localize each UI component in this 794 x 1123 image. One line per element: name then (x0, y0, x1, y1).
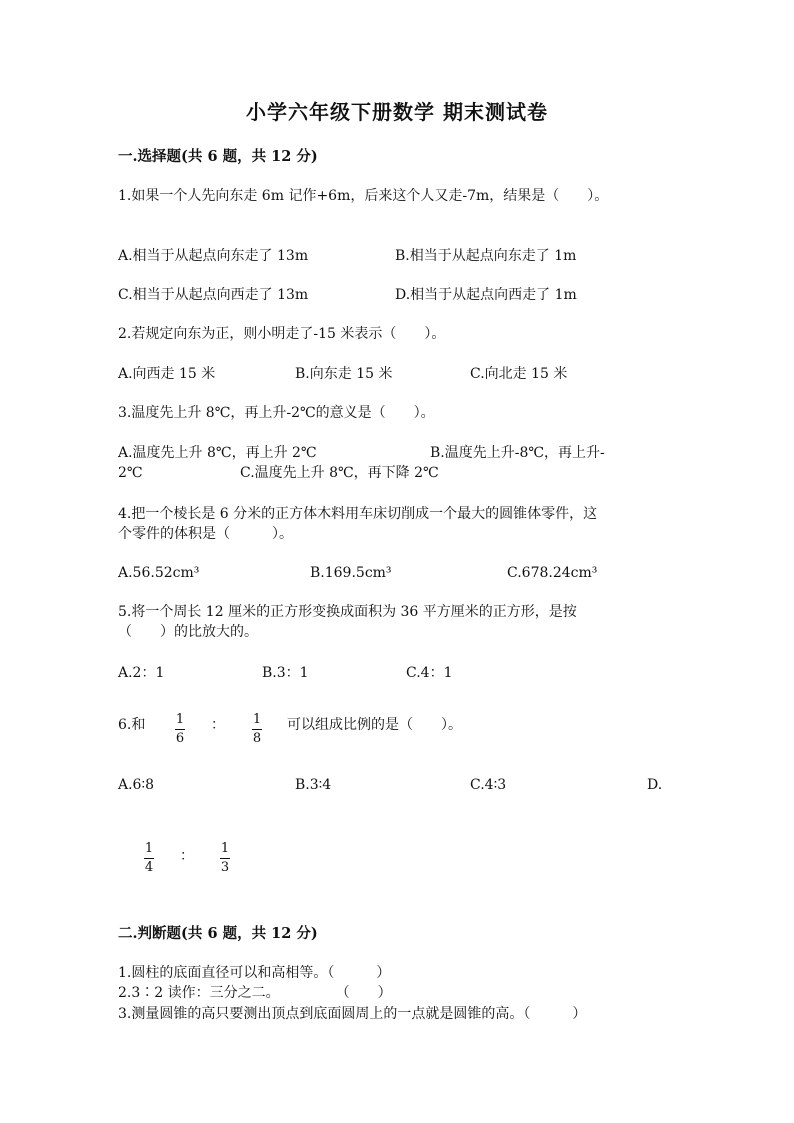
question-3-option-a: A.温度先上升 8℃，再上升 2℃ (118, 445, 317, 461)
question-4-option-c: C.678.24cm³ (507, 565, 598, 581)
fraction-bar (175, 729, 185, 730)
judgment-item-1: 1.圆柱的底面直径可以和高相等。（ ） (118, 965, 391, 981)
question-1-option-c: C.相当于从起点向西走了 13m (118, 287, 309, 303)
question-2-option-b: B.向东走 15 米 (295, 366, 393, 382)
question-5-stem-line2: （ ）的比放大的。 (118, 624, 258, 640)
fraction-bar (220, 858, 230, 859)
section-1-heading: 一.选择题(共 6 题，共 12 分) (118, 148, 318, 165)
fraction-numerator: 1 (175, 712, 185, 727)
question-1-option-d: D.相当于从起点向西走了 1m (395, 287, 577, 303)
section-2-heading: 二.判断题(共 6 题，共 12 分) (118, 925, 318, 942)
question-6-fraction-2 (252, 712, 262, 747)
question-2-stem: 2.若规定向东为正，则小明走了-15 米表示（ ）。 (118, 326, 446, 342)
fraction-denominator: 8 (252, 731, 262, 746)
question-6-option-b: B.3∶4 (295, 777, 332, 793)
question-6-option-a: A.6∶8 (118, 777, 155, 793)
fraction-denominator: 4 (144, 860, 154, 875)
question-6-fraction-1 (175, 712, 185, 747)
judgment-item-3: 3.测量圆锥的高只要测出顶点到底面圆周上的一点就是圆锥的高。（ ） (118, 1006, 587, 1022)
question-6-option-d-colon: ： (180, 848, 194, 864)
question-3-option-b: B.温度先上升-8℃，再上升- (430, 445, 605, 461)
fraction-bar (252, 729, 262, 730)
question-6-stem-suffix: 可以组成比例的是（ ）。 (287, 717, 462, 733)
question-5-option-c: C.4：1 (406, 665, 453, 681)
question-1-option-a: A.相当于从起点向东走了 13m (118, 248, 309, 264)
question-1-stem: 1.如果一个人先向东走 6m 记作+6m，后来这个人又走-7m，结果是（ ）。 (118, 188, 609, 204)
question-4-stem-line2: 个零件的体积是（ ）。 (118, 526, 293, 542)
question-3-option-b-cont: 2℃ (118, 465, 143, 481)
question-4-stem-line1: 4.把一个棱长是 6 分米的正方体木料用车床切削成一个最大的圆锥体零件，这 (118, 506, 598, 522)
question-3-stem: 3.温度先上升 8℃，再上升-2℃的意义是（ ）。 (118, 405, 435, 421)
question-6-option-c: C.4∶3 (470, 777, 507, 793)
question-2-option-a: A.向西走 15 米 (118, 366, 216, 382)
fraction-numerator: 1 (252, 712, 262, 727)
question-6-option-d-fraction-1 (144, 841, 154, 876)
fraction-denominator: 3 (220, 860, 230, 875)
question-5-option-a: A.2：1 (118, 665, 165, 681)
question-1-option-b: B.相当于从起点向东走了 1m (395, 248, 577, 264)
fraction-bar (144, 858, 154, 859)
question-2-option-c: C.向北走 15 米 (470, 366, 568, 382)
question-5-stem-line1: 5.将一个周长 12 厘米的正方形变换成面积为 36 平方厘米的正方形，是按 (118, 604, 577, 620)
question-6-colon: ： (211, 717, 225, 733)
fraction-denominator: 6 (175, 731, 185, 746)
fraction-numerator: 1 (220, 841, 230, 856)
question-5-option-b: B.3：1 (262, 665, 309, 681)
question-4-option-b: B.169.5cm³ (310, 565, 392, 581)
page-title: 小学六年级下册数学 期末测试卷 (246, 100, 548, 124)
question-6-stem-prefix: 6.和 (118, 717, 146, 733)
question-3-option-c: C.温度先上升 8℃，再下降 2℃ (240, 465, 439, 481)
judgment-item-2: 2.3∶2 读作：三分之二。 （ ） (118, 985, 392, 1001)
fraction-numerator: 1 (144, 841, 154, 856)
question-4-option-a: A.56.52cm³ (118, 565, 200, 581)
question-6-option-d: D. (647, 777, 663, 793)
question-6-option-d-fraction-2 (220, 841, 230, 876)
